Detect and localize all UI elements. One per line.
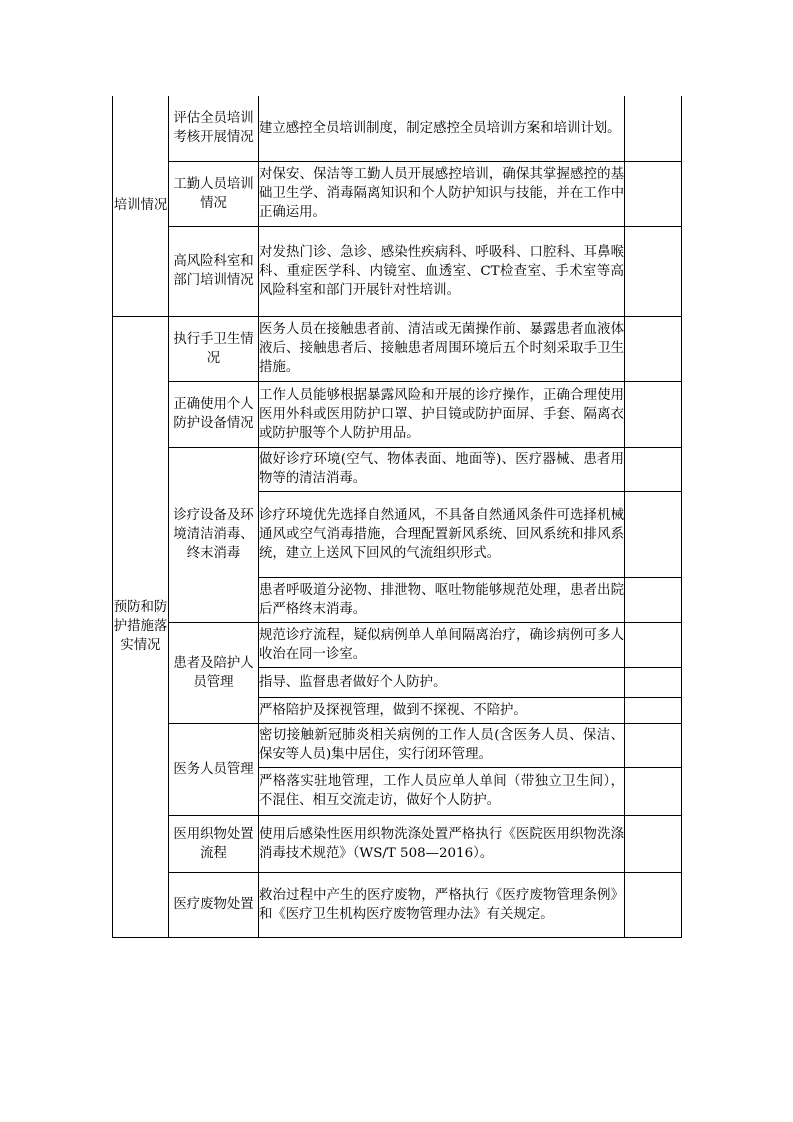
- requirement-cell: 密切接触新冠肺炎相关病例的工作人员(含医务人员、保洁、保安等人员)集中居住，实行闭环管理。: [259, 723, 625, 767]
- score-cell: [625, 872, 682, 937]
- item-cell: 高风险科室和部门培训情况: [169, 226, 259, 316]
- item-cell: 执行手卫生情况: [169, 316, 259, 381]
- item-cell: 诊疗设备及环境清洁消毒、终末消毒: [169, 447, 259, 622]
- score-cell: [625, 815, 682, 872]
- table-row: [113, 622, 682, 667]
- requirement-cell: 医务人员在接触患者前、清洁或无菌操作前、暴露患者血液体液后、接触患者后、接触患者周围环境后五个时刻采取手卫生措施。: [259, 316, 625, 381]
- item-cell: 医务人员管理: [169, 723, 259, 815]
- requirement-cell: 做好诊疗环境(空气、物体表面、地面等)、医疗器械、患者用物等的清洁消毒。: [259, 447, 625, 491]
- score-cell: [625, 622, 682, 667]
- category-cell: 培训情况: [113, 96, 169, 316]
- table-row: [113, 381, 682, 447]
- score-cell: [625, 491, 682, 577]
- requirement-cell: 指导、监督患者做好个人防护。: [259, 667, 625, 697]
- score-cell: [625, 316, 682, 381]
- requirement-cell: 诊疗环境优先选择自然通风，不具备自然通风条件可选择机械通风或空气消毒措施，合理配置新风系统、回风系统和排风系统，建立上送风下回风的气流组织形式。: [259, 491, 625, 577]
- table-row: [113, 447, 682, 491]
- category-cell: 预防和防护措施落实情况: [113, 316, 169, 937]
- table-row: [113, 96, 682, 161]
- score-cell: [625, 226, 682, 316]
- requirement-cell: 对发热门诊、急诊、感染性疾病科、呼吸科、口腔科、耳鼻喉科、重症医学科、内镜室、血透室、CT检查室、手术室等高风险科室和部门开展针对性培训。: [259, 226, 625, 316]
- table-row: [113, 723, 682, 767]
- item-cell: 患者及陪护人员管理: [169, 622, 259, 723]
- requirement-cell: 对保安、保洁等工勤人员开展感控培训，确保其掌握感控的基础卫生学、消毒隔离知识和个人防护知识与技能，并在工作中正确运用。: [259, 161, 625, 226]
- score-cell: [625, 723, 682, 767]
- requirement-cell: 建立感控全员培训制度，制定感控全员培训方案和培训计划。: [259, 96, 625, 161]
- table-row: [113, 316, 682, 381]
- requirement-cell: 严格陪护及探视管理，做到不探视、不陪护。: [259, 697, 625, 723]
- item-cell: 医用织物处置流程: [169, 815, 259, 872]
- score-cell: [625, 767, 682, 815]
- score-cell: [625, 577, 682, 622]
- score-cell: [625, 697, 682, 723]
- requirement-cell: 规范诊疗流程，疑似病例单人单间隔离治疗，确诊病例可多人收治在同一诊室。: [259, 622, 625, 667]
- requirement-cell: 救治过程中产生的医疗废物，严格执行《医疗废物管理条例》和《医疗卫生机构医疗废物管理办法》有关规定。: [259, 872, 625, 937]
- requirement-cell: 工作人员能够根据暴露风险和开展的诊疗操作，正确合理使用医用外科或医用防护口罩、护目镜或防护面屏、手套、隔离衣或防护服等个人防护用品。: [259, 381, 625, 447]
- score-cell: [625, 667, 682, 697]
- table-row: [113, 872, 682, 937]
- item-cell: 正确使用个人防护设备情况: [169, 381, 259, 447]
- score-cell: [625, 447, 682, 491]
- score-cell: [625, 381, 682, 447]
- table-row: [113, 226, 682, 316]
- requirement-cell: 使用后感染性医用织物洗涤处置严格执行《医院医用织物洗涤消毒技术规范》（WS/T 508—2016）。: [259, 815, 625, 872]
- inspection-table: [112, 96, 682, 938]
- score-cell: [625, 96, 682, 161]
- item-cell: 评估全员培训考核开展情况: [169, 96, 259, 161]
- item-cell: 医疗废物处置: [169, 872, 259, 937]
- score-cell: [625, 161, 682, 226]
- requirement-cell: 患者呼吸道分泌物、排泄物、呕吐物能够规范处理，患者出院后严格终末消毒。: [259, 577, 625, 622]
- item-cell: 工勤人员培训情况: [169, 161, 259, 226]
- table-row: [113, 161, 682, 226]
- table-row: [113, 815, 682, 872]
- requirement-cell: 严格落实驻地管理，工作人员应单人单间（带独立卫生间），不混住、相互交流走访，做好个人防护。: [259, 767, 625, 815]
